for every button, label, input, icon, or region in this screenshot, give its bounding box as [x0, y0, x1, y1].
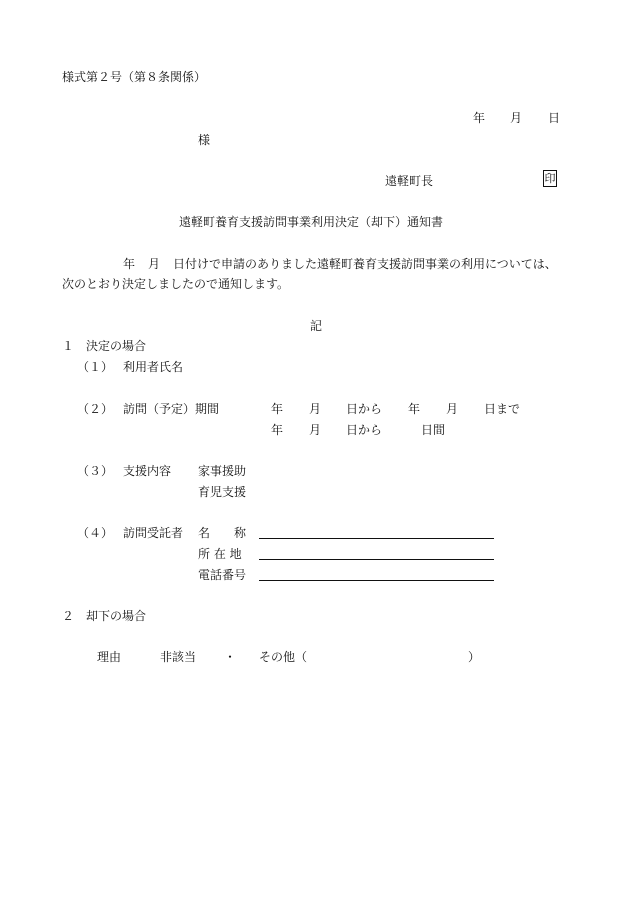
- period-row1-from: 日から: [346, 402, 383, 416]
- body-line1-text: 日付けで申請のありました遠軽町養育支援訪問事業の利用については、: [173, 257, 557, 271]
- seal-mark: 印: [544, 172, 556, 185]
- period-row1-month2: 月: [446, 402, 459, 416]
- contractor-address-label: 所 在 地: [198, 547, 242, 561]
- contractor-phone-label: 電話番号: [198, 568, 247, 582]
- item2-number: （２）: [77, 402, 114, 416]
- reason-option-other: その他（: [259, 650, 308, 664]
- item1-label: 利用者氏名: [123, 360, 184, 374]
- item4-number: （４）: [77, 526, 114, 540]
- date-year: 年: [473, 111, 486, 125]
- sender-name: 遠軽町長: [385, 174, 434, 188]
- support-option-housework: 家事援助: [198, 464, 247, 478]
- addressee-suffix: 様: [198, 133, 211, 147]
- date-month: 月: [510, 111, 523, 125]
- item3-label: 支援内容: [123, 464, 172, 478]
- reason-label: 理由: [97, 650, 122, 664]
- contractor-name-label: 名 称: [198, 526, 247, 540]
- item2-label: 訪問（予定）期間: [123, 402, 220, 416]
- period-row1-until: 日まで: [484, 402, 521, 416]
- document-title: 遠軽町養育支援訪問事業利用決定（却下）通知書: [179, 215, 444, 229]
- period-row1-year1: 年: [271, 402, 284, 416]
- period-row1-year2: 年: [408, 402, 421, 416]
- contractor-address-line: [259, 559, 494, 560]
- period-row2-month: 月: [309, 423, 322, 437]
- body-month: 月: [148, 257, 161, 271]
- support-option-childcare: 育児支援: [198, 485, 247, 499]
- form-number: 様式第２号（第８条関係）: [62, 70, 207, 84]
- contractor-phone-line: [259, 580, 494, 581]
- period-row2-year: 年: [271, 423, 284, 437]
- section2-heading: ２ 却下の場合: [62, 609, 147, 623]
- section1-heading: １ 決定の場合: [62, 339, 147, 353]
- reason-close-paren: ）: [468, 650, 481, 664]
- item3-number: （３）: [77, 464, 114, 478]
- period-row2-days: 日間: [421, 423, 446, 437]
- reason-option-not-applicable: 非該当: [160, 650, 197, 664]
- ki-heading: 記: [310, 319, 323, 333]
- period-row1-month1: 月: [309, 402, 322, 416]
- date-day: 日: [548, 111, 561, 125]
- reason-separator: ・: [224, 650, 237, 664]
- body-line2-text: 次のとおり決定しましたので通知します。: [62, 277, 290, 291]
- item4-label: 訪問受託者: [123, 526, 184, 540]
- period-row2-from: 日から: [346, 423, 383, 437]
- contractor-name-line: [259, 538, 494, 539]
- body-year: 年: [123, 257, 136, 271]
- item1-number: （１）: [77, 360, 114, 374]
